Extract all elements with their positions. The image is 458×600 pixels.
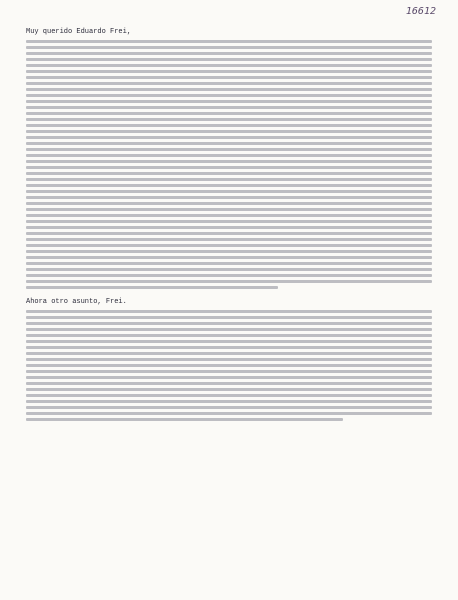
illegible-line: [26, 40, 432, 43]
illegible-line: [26, 412, 432, 415]
illegible-line: [26, 418, 343, 421]
illegible-line: [26, 58, 432, 61]
illegible-line: [26, 154, 432, 157]
illegible-line: [26, 52, 432, 55]
paragraph-2-illegible: [26, 310, 432, 421]
illegible-line: [26, 190, 432, 193]
illegible-line: [26, 178, 432, 181]
illegible-line: [26, 142, 432, 145]
illegible-line: [26, 118, 432, 121]
illegible-line: [26, 346, 432, 349]
illegible-line: [26, 160, 432, 163]
illegible-line: [26, 280, 432, 283]
illegible-line: [26, 388, 432, 391]
illegible-line: [26, 358, 432, 361]
illegible-line: [26, 406, 432, 409]
salutation: Muy querido Eduardo Frei,: [26, 28, 132, 36]
illegible-line: [26, 106, 432, 109]
illegible-line: [26, 328, 432, 331]
illegible-line: [26, 196, 432, 199]
illegible-line: [26, 94, 432, 97]
illegible-line: [26, 250, 432, 253]
illegible-line: [26, 286, 278, 289]
illegible-line: [26, 232, 432, 235]
paragraph-1-illegible: [26, 40, 432, 289]
illegible-line: [26, 382, 432, 385]
illegible-line: [26, 64, 432, 67]
paragraph-2-opening: Ahora otro asunto, Frei.: [26, 298, 127, 306]
illegible-line: [26, 100, 432, 103]
illegible-line: [26, 46, 432, 49]
illegible-line: [26, 136, 432, 139]
illegible-line: [26, 352, 432, 355]
illegible-line: [26, 364, 432, 367]
illegible-line: [26, 370, 432, 373]
illegible-line: [26, 244, 432, 247]
illegible-line: [26, 82, 432, 85]
illegible-line: [26, 340, 432, 343]
illegible-line: [26, 208, 432, 211]
illegible-line: [26, 322, 432, 325]
illegible-line: [26, 214, 432, 217]
archive-number: 16612: [405, 6, 436, 17]
illegible-line: [26, 400, 432, 403]
illegible-line: [26, 184, 432, 187]
illegible-line: [26, 112, 432, 115]
illegible-line: [26, 220, 432, 223]
illegible-line: [26, 310, 432, 313]
illegible-line: [26, 256, 432, 259]
illegible-line: [26, 88, 432, 91]
illegible-line: [26, 124, 432, 127]
illegible-line: [26, 316, 432, 319]
illegible-line: [26, 268, 432, 271]
illegible-line: [26, 130, 432, 133]
illegible-line: [26, 334, 432, 337]
illegible-line: [26, 394, 432, 397]
illegible-line: [26, 172, 432, 175]
illegible-line: [26, 76, 432, 79]
illegible-line: [26, 166, 432, 169]
illegible-line: [26, 148, 432, 151]
illegible-line: [26, 262, 432, 265]
illegible-line: [26, 70, 432, 73]
illegible-line: [26, 238, 432, 241]
illegible-line: [26, 226, 432, 229]
illegible-line: [26, 202, 432, 205]
illegible-line: [26, 274, 432, 277]
illegible-line: [26, 376, 432, 379]
